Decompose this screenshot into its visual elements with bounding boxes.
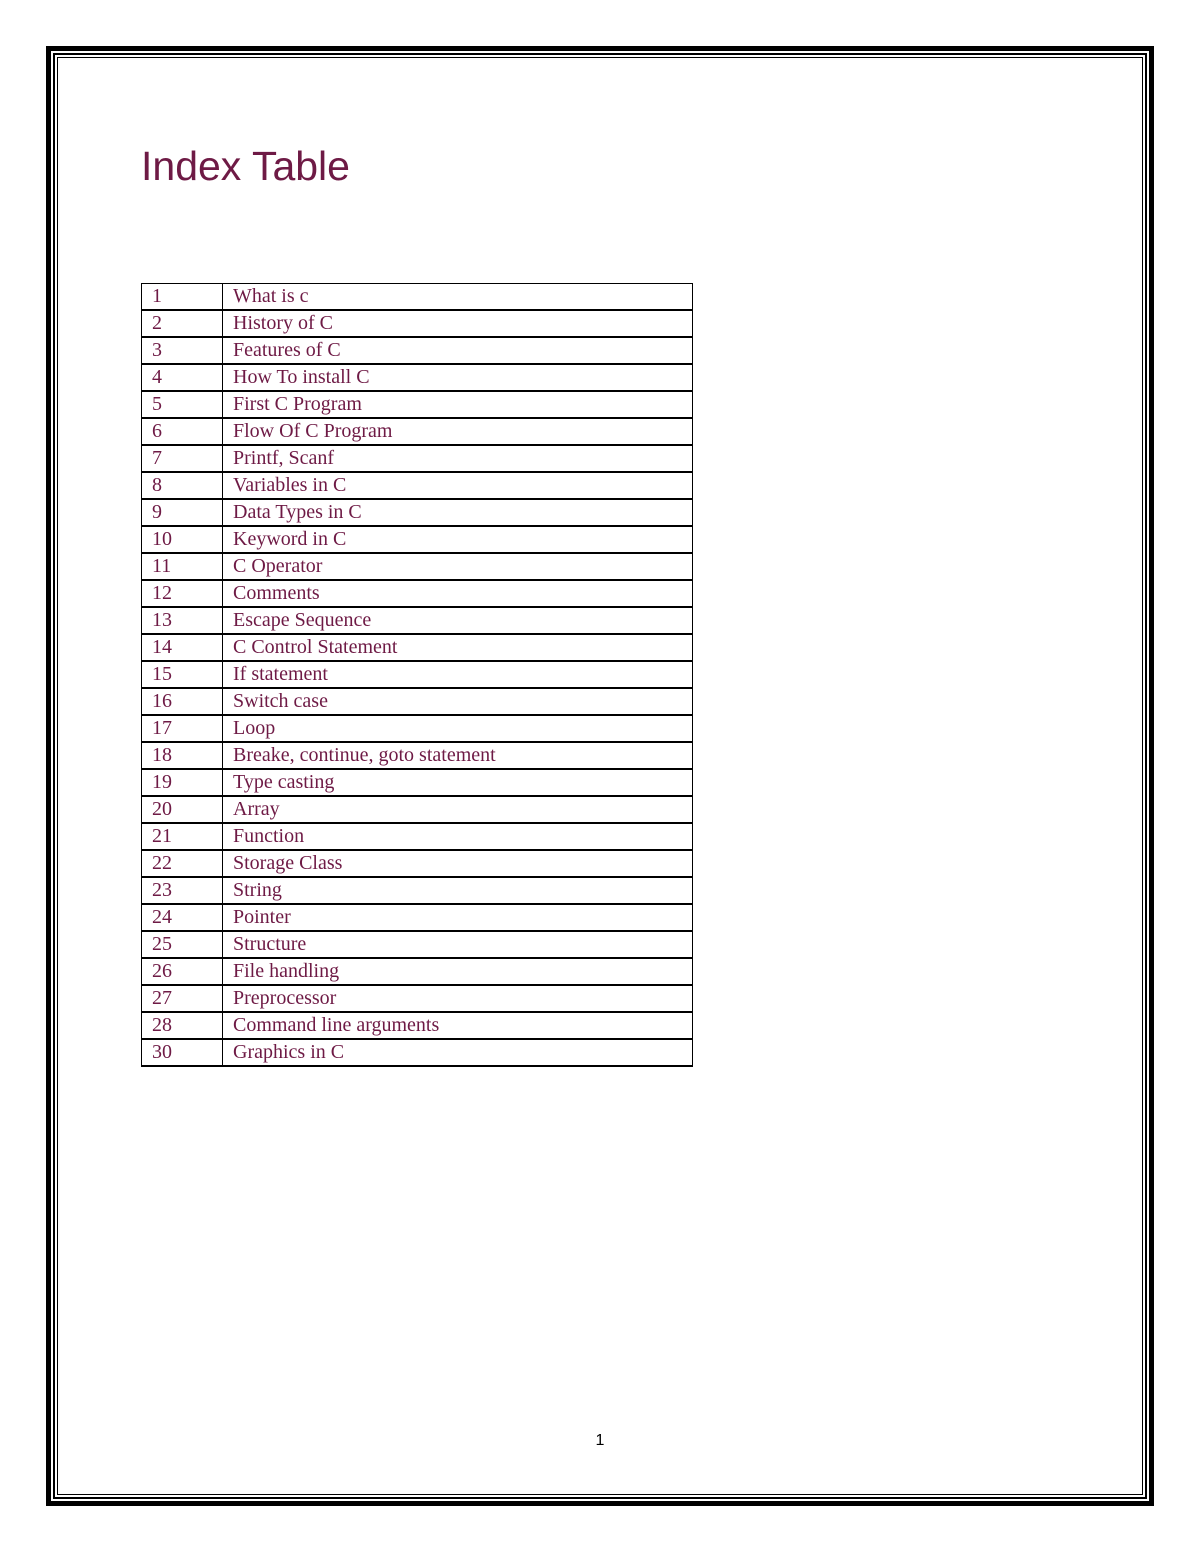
index-table [141, 283, 693, 1067]
table-row [142, 310, 693, 337]
table-row [142, 796, 693, 823]
table-row [142, 499, 693, 526]
index-topic: What is c [223, 284, 693, 311]
index-topic: Structure [223, 931, 693, 958]
table-row [142, 904, 693, 931]
index-number: 7 [142, 445, 223, 472]
index-number: 5 [142, 391, 223, 418]
index-number: 28 [142, 1012, 223, 1039]
table-row [142, 742, 693, 769]
index-number: 2 [142, 310, 223, 337]
table-row [142, 958, 693, 985]
table-row [142, 445, 693, 472]
table-row [142, 1039, 693, 1066]
table-row [142, 715, 693, 742]
index-topic: Keyword in C [223, 526, 693, 553]
table-row [142, 418, 693, 445]
index-number: 30 [142, 1039, 223, 1066]
table-row [142, 1012, 693, 1039]
table-row [142, 391, 693, 418]
index-topic: First C Program [223, 391, 693, 418]
table-row [142, 823, 693, 850]
table-row [142, 284, 693, 311]
index-topic: C Control Statement [223, 634, 693, 661]
index-number: 17 [142, 715, 223, 742]
table-row [142, 877, 693, 904]
table-row [142, 526, 693, 553]
index-topic: Flow Of C Program [223, 418, 693, 445]
table-row [142, 661, 693, 688]
table-row [142, 472, 693, 499]
index-topic: File handling [223, 958, 693, 985]
index-number: 16 [142, 688, 223, 715]
index-number: 9 [142, 499, 223, 526]
index-number: 8 [142, 472, 223, 499]
index-number: 19 [142, 769, 223, 796]
index-number: 15 [142, 661, 223, 688]
index-topic: Features of C [223, 337, 693, 364]
index-topic: Command line arguments [223, 1012, 693, 1039]
index-topic: Pointer [223, 904, 693, 931]
table-row [142, 931, 693, 958]
table-row [142, 769, 693, 796]
page-number: 1 [595, 1432, 605, 1449]
index-topic: Array [223, 796, 693, 823]
index-number: 1 [142, 284, 223, 311]
index-number: 13 [142, 607, 223, 634]
index-table-body [142, 284, 693, 1067]
index-number: 27 [142, 985, 223, 1012]
index-topic: Function [223, 823, 693, 850]
index-number: 23 [142, 877, 223, 904]
index-topic: Graphics in C [223, 1039, 693, 1066]
index-number: 26 [142, 958, 223, 985]
table-row [142, 688, 693, 715]
index-topic: Printf, Scanf [223, 445, 693, 472]
index-number: 11 [142, 553, 223, 580]
index-number: 22 [142, 850, 223, 877]
table-row [142, 553, 693, 580]
table-row [142, 850, 693, 877]
index-number: 14 [142, 634, 223, 661]
table-row [142, 580, 693, 607]
index-number: 6 [142, 418, 223, 445]
index-topic: Breake, continue, goto statement [223, 742, 693, 769]
index-number: 3 [142, 337, 223, 364]
table-row [142, 337, 693, 364]
index-topic: How To install C [223, 364, 693, 391]
index-topic: Escape Sequence [223, 607, 693, 634]
index-topic: C Operator [223, 553, 693, 580]
table-row [142, 985, 693, 1012]
table-row [142, 364, 693, 391]
index-topic: Variables in C [223, 472, 693, 499]
index-topic: Comments [223, 580, 693, 607]
index-topic: String [223, 877, 693, 904]
index-topic: Storage Class [223, 850, 693, 877]
index-topic: Loop [223, 715, 693, 742]
index-topic: Switch case [223, 688, 693, 715]
index-topic: Type casting [223, 769, 693, 796]
index-number: 18 [142, 742, 223, 769]
index-number: 25 [142, 931, 223, 958]
page-title: Index Table [141, 143, 350, 189]
index-number: 24 [142, 904, 223, 931]
table-row [142, 607, 693, 634]
index-topic: Preprocessor [223, 985, 693, 1012]
index-number: 12 [142, 580, 223, 607]
index-number: 20 [142, 796, 223, 823]
index-number: 10 [142, 526, 223, 553]
index-topic: Data Types in C [223, 499, 693, 526]
index-topic: History of C [223, 310, 693, 337]
table-row [142, 634, 693, 661]
index-topic: If statement [223, 661, 693, 688]
index-number: 4 [142, 364, 223, 391]
index-number: 21 [142, 823, 223, 850]
